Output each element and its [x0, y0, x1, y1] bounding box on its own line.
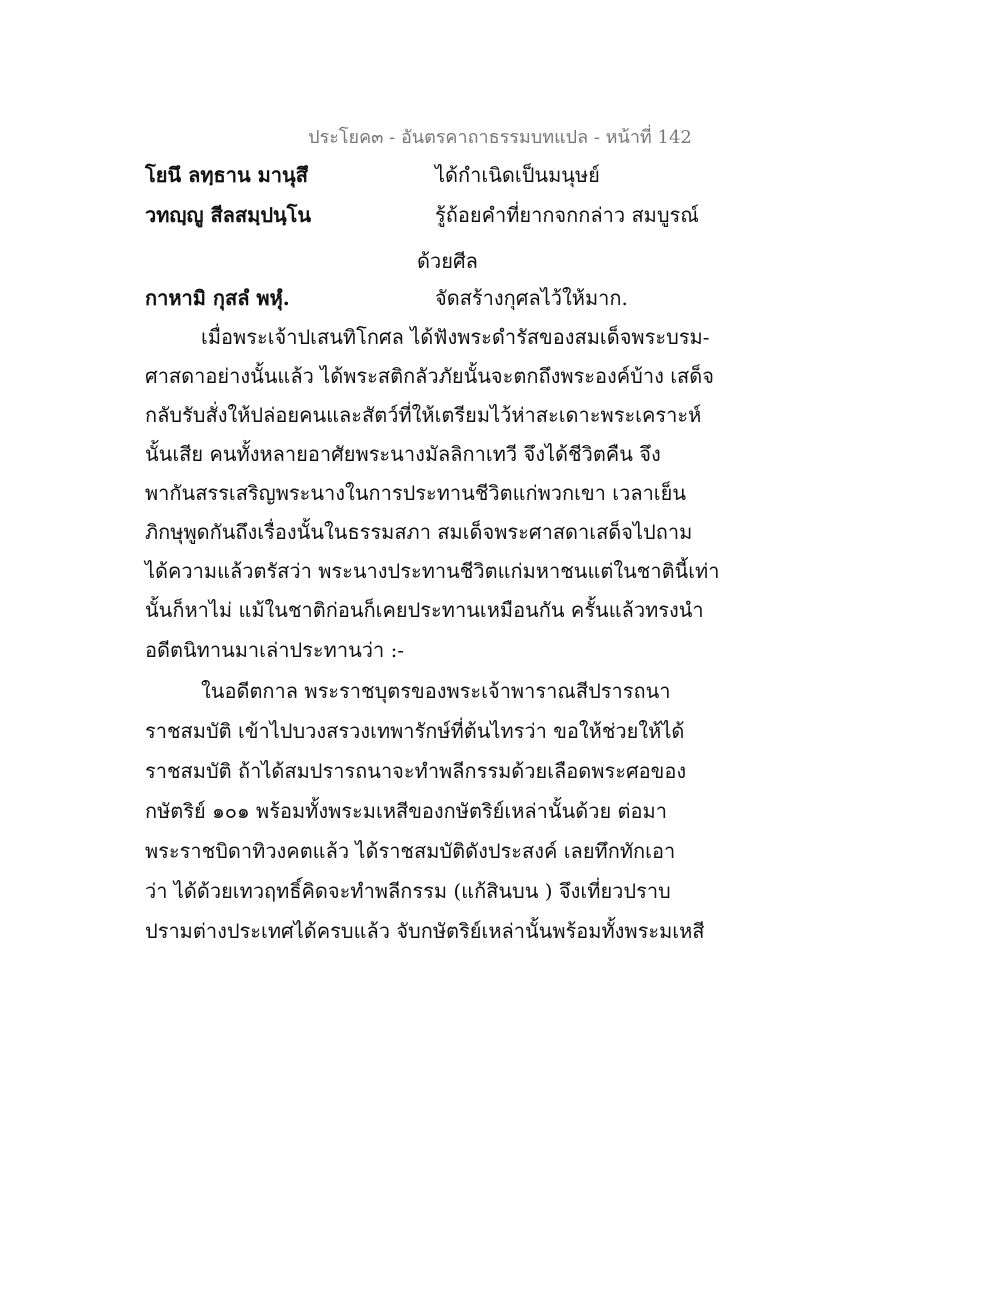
text-line: ภิกษุพูดกันถึงเรื่องนั้นในธรรมสภา สมเด็จพระศาสดาเสด็จไปถาม — [145, 520, 693, 544]
page-header: ประโยค๓ - อันตรคาถาธรรมบทแปล - หน้าที่ 142 — [308, 127, 692, 148]
text-line: กษัตริย์ ๑๐๑ พร้อมทั้งพระมเหสีของกษัตริย์เหล่านั้นด้วย ต่อมา — [145, 799, 667, 823]
verse-translation: รู้ถ้อยคำที่ยากจกกล่าว สมบูรณ์ — [435, 203, 699, 227]
text-line: ในอดีตกาล พระราชบุตรของพระเจ้าพาราณสีปรารถนา — [201, 679, 671, 703]
text-line: ได้ความแล้วตรัสว่า พระนางประทานชีวิตแก่มหาชนแต่ในชาตินี้เท่า — [145, 559, 720, 583]
text-line: ว่า ได้ด้วยเทวฤทธิ์คิดจะทำพลีกรรม (แก้สินบน ) จึงเที่ยวปราบ — [145, 879, 671, 903]
verse-pali: กาหามิ กุสลํ พหุํ. — [145, 286, 290, 310]
text-line: ราชสมบัติ ถ้าได้สมปรารถนาจะทำพลีกรรมด้วยเลือดพระศอของ — [145, 759, 687, 783]
text-line: กลับรับสั่งให้ปล่อยคนและสัตว์ที่ให้เตรียมไว้ห่าสะเดาะพระเคราะห์ — [145, 403, 702, 427]
verse-translation: จัดสร้างกุศลไว้ให้มาก. — [435, 286, 628, 310]
text-line: พากันสรรเสริญพระนางในการประทานชีวิตแก่พวกเขา เวลาเย็น — [145, 481, 687, 505]
text-line: นั้นก็หาไม่ แม้ในชาติก่อนก็เคยประทานเหมือนกัน ครั้นแล้วทรงนำ — [145, 598, 704, 622]
verse-pali: โยนึ ลทฺธาน มานุสึ — [145, 163, 308, 187]
verse-translation: ได้กำเนิดเป็นมนุษย์ — [435, 163, 600, 187]
verse-translation-continuation: ด้วยศีล — [417, 249, 478, 273]
text-line: พระราชบิดาทิวงคตแล้ว ได้ราชสมบัติดังประสงค์ เลยทึกทักเอา — [145, 839, 676, 863]
text-line: ปรามต่างประเทศได้ครบแล้ว จับกษัตริย์เหล่านั้นพร้อมทั้งพระมเหสี — [145, 919, 705, 943]
verse-pali: วทญฺญู สีลสมฺปนฺโน — [145, 203, 312, 227]
text-line: ศาสดาอย่างนั้นแล้ว ได้พระสติกลัวภัยนั้นจะตกถึงพระองค์บ้าง เสด็จ — [145, 364, 714, 388]
text-line: ราชสมบัติ เข้าไปบวงสรวงเทพารักษ์ที่ต้นไทรว่า ขอให้ช่วยให้ได้ — [145, 719, 685, 743]
text-line: เมื่อพระเจ้าปเสนทิโกศล ได้ฟังพระดำรัสของสมเด็จพระบรม- — [201, 325, 710, 349]
text-line: อดีตนิทานมาเล่าประทานว่า :- — [145, 638, 405, 662]
text-line: นั้นเสีย คนทั้งหลายอาศัยพระนางมัลลิกาเทวี จึงได้ชีวิตคืน จึง — [145, 442, 661, 466]
